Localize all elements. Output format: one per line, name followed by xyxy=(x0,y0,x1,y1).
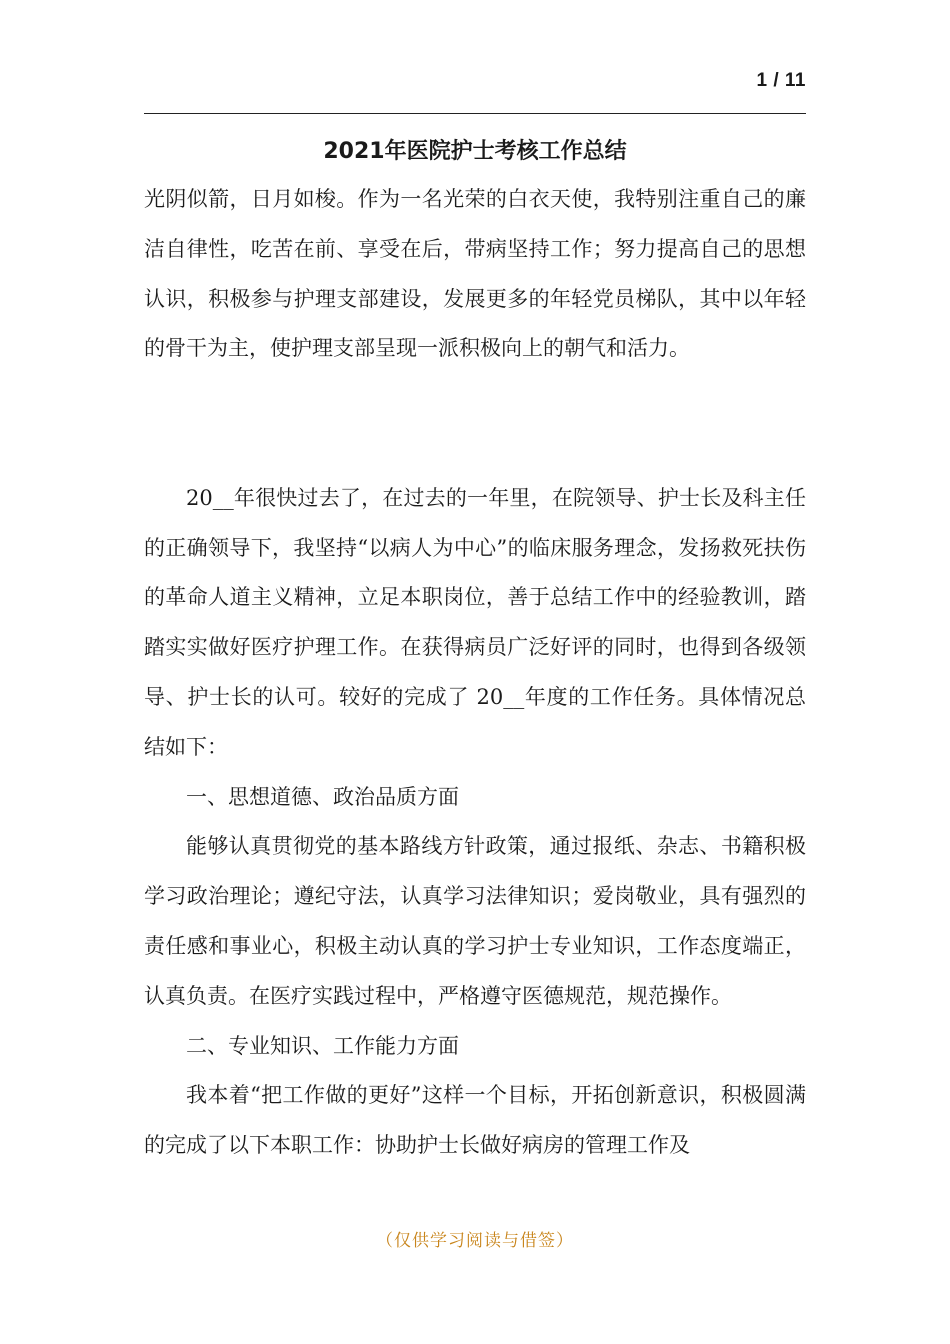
paragraph-section-2: 我本着“把工作做的更好”这样一个目标，开拓创新意识，积极圆满的完成了以下本职工作：协助护士长做好病房的管理工作及 xyxy=(144,1083,806,1158)
paragraph-section-1: 能够认真贯彻党的基本路线方针政策，通过报纸、杂志、书籍积极学习政治理论；遵纪守法，认真学习法律知识；爱岗敬业，具有强烈的责任感和事业心，积极主动认真的学习护士专业知识，工作态度端正，认真负责。在医疗实践过程中，严格遵守医德规范，规范操作。 xyxy=(144,834,806,1008)
paragraph-intro: 光阴似箭，日月如梭。作为一名光荣的白衣天使，我特别注重自己的廉洁自律性，吃苦在前、享受在后，带病坚持工作；努力提高自己的思想认识，积极参与护理支部建设，发展更多的年轻党员梯队，其中以年轻的骨干为主，使护理支部呈现一派积极向上的朝气和活力。 xyxy=(144,187,806,361)
section-heading-2: 二、专业知识、工作能力方面 xyxy=(186,1033,459,1058)
page-number: 1 / 11 xyxy=(756,70,806,91)
document-title: 2021年医院护士考核工作总结 xyxy=(323,139,627,164)
document-body xyxy=(144,175,806,1171)
header-rule xyxy=(144,113,806,114)
section-heading-1: 一、思想道德、政治品质方面 xyxy=(186,784,459,809)
paragraph-spacer xyxy=(144,424,806,474)
paragraph-overview: 20__年很快过去了，在过去的一年里，在院领导、护士长及科主任的正确领导下，我坚持“以病人为中心”的临床服务理念，发扬救死扶伤的革命人道主义精神，立足本职岗位，善于总结工作中的经验教训，踏踏实实做好医疗护理工作。在获得病员广泛好评的同时，也得到各级领导、护士长的认可。较好的完成了 20__年度的工作任务。具体情况总结如下： xyxy=(144,485,806,759)
footer-note: （仅供学习阅读与借签） xyxy=(376,1231,574,1251)
paragraph-spacer xyxy=(144,374,806,424)
